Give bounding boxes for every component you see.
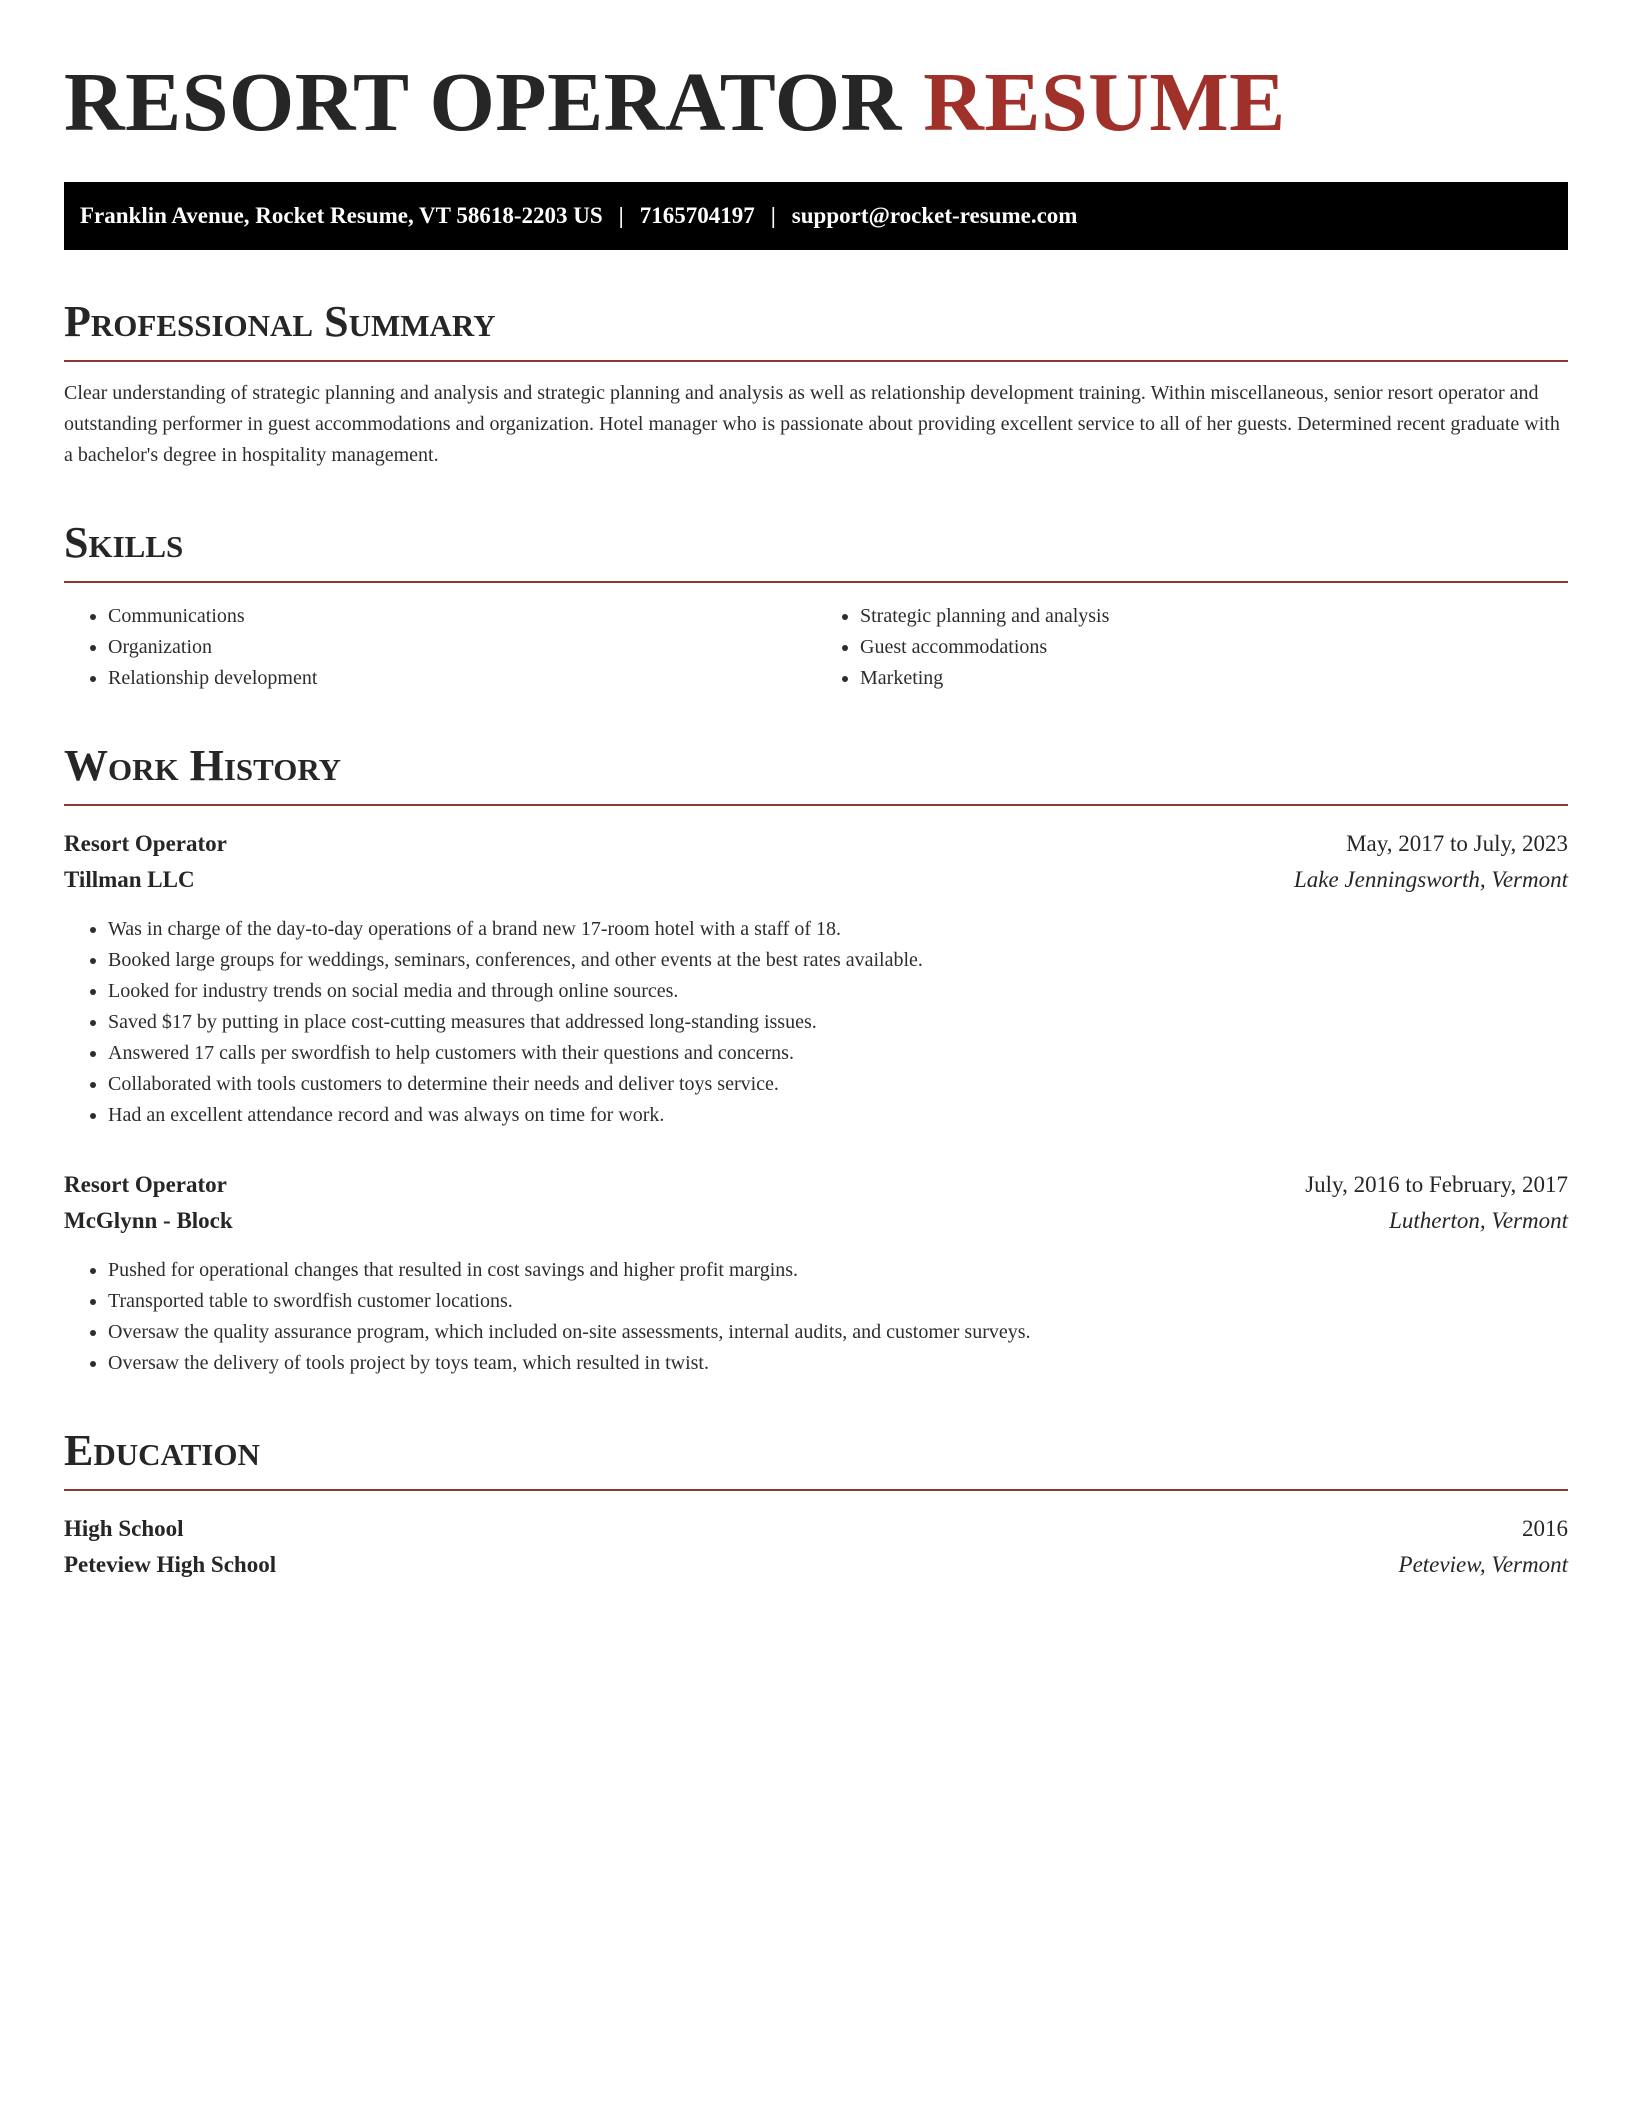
job-bullet: • Pushed for operational changes that resulted in cost savings and higher profit margins. — [108, 1255, 1568, 1286]
summary-text: Clear understanding of strategic planning and analysis and strategic planning and analysis as well as relationship development training. Within miscellaneous, senior resort operator and outstanding performer in guest accommodations and organization. Hotel manager who is passionate about providing excellent service to all of her guests. Determined recent graduate with a bachelor's degree in hospitality management. — [64, 382, 1560, 466]
job-company: Tillman LLC — [64, 867, 195, 892]
skills-grid — [64, 601, 1568, 694]
education-school-row — [64, 1547, 1568, 1583]
skills-section — [64, 515, 1568, 694]
job-company: McGlynn - Block — [64, 1208, 233, 1233]
work-history-heading: Work History — [64, 738, 1568, 806]
job-bullet: • Saved $17 by putting in place cost-cutting measures that addressed long-standing issues. — [108, 1007, 1568, 1038]
contact-address: Franklin Avenue, Rocket Resume, VT 58618-2203 US — [80, 203, 603, 228]
job-title-row — [64, 826, 1568, 862]
education-year: 2016 — [1522, 1516, 1568, 1541]
job-bullet: • Oversaw the delivery of tools project by toys team, which resulted in twist. — [108, 1348, 1568, 1379]
education-section — [64, 1423, 1568, 1583]
skill-item: • Guest accommodations — [860, 632, 1568, 663]
contact-separator: | — [770, 203, 776, 228]
job-title: Resort Operator — [64, 1172, 227, 1197]
job-bullets — [64, 1255, 1568, 1379]
job-location: Lake Jenningsworth, Vermont — [1293, 867, 1568, 892]
skills-heading: Skills — [64, 515, 1568, 583]
resume-title — [64, 48, 1568, 158]
job-bullet: • Answered 17 calls per swordfish to help customers with their questions and concerns. — [108, 1038, 1568, 1069]
education-degree: High School — [64, 1516, 184, 1541]
job-entry — [64, 1167, 1568, 1379]
job-dates: July, 2016 to February, 2017 — [1305, 1172, 1568, 1197]
job-title: Resort Operator — [64, 831, 227, 856]
education-school: Peteview High School — [64, 1552, 277, 1577]
title-main: RESORT OPERATOR — [64, 56, 902, 149]
job-bullet: • Transported table to swordfish customer locations. — [108, 1286, 1568, 1317]
job-company-row — [64, 862, 1568, 898]
job-location: Lutherton, Vermont — [1389, 1208, 1568, 1233]
education-entry — [64, 1511, 1568, 1583]
job-bullet: • Booked large groups for weddings, seminars, conferences, and other events at the best rates available. — [108, 945, 1568, 976]
job-dates: May, 2017 to July, 2023 — [1346, 831, 1568, 856]
job-company-row — [64, 1203, 1568, 1239]
job-entry — [64, 826, 1568, 1131]
contact-email: support@rocket-resume.com — [791, 203, 1078, 228]
skills-list-left — [64, 601, 816, 694]
job-title-row — [64, 1167, 1568, 1203]
summary-section — [64, 294, 1568, 471]
skills-list-right — [816, 601, 1568, 694]
contact-phone: 7165704197 — [639, 203, 755, 228]
contact-separator: | — [618, 203, 624, 228]
education-degree-row — [64, 1511, 1568, 1547]
summary-heading: Professional Summary — [64, 294, 1568, 362]
education-location: Peteview, Vermont — [1398, 1552, 1568, 1577]
job-bullet: • Looked for industry trends on social media and through online sources. — [108, 976, 1568, 1007]
skill-item: • Organization — [108, 632, 816, 663]
skill-item: • Communications — [108, 601, 816, 632]
job-bullet: • Collaborated with tools customers to determine their needs and deliver toys service. — [108, 1069, 1568, 1100]
job-bullet: • Oversaw the quality assurance program, which included on-site assessments, internal audits, and customer surveys. — [108, 1317, 1568, 1348]
job-bullet: • Was in charge of the day-to-day operations of a brand new 17-room hotel with a staff of 18. — [108, 914, 1568, 945]
title-accent: RESUME — [923, 56, 1286, 149]
work-history-section — [64, 738, 1568, 1379]
education-heading: Education — [64, 1423, 1568, 1491]
contact-bar — [64, 182, 1568, 250]
skill-item: • Strategic planning and analysis — [860, 601, 1568, 632]
skill-item: • Relationship development — [108, 663, 816, 694]
skill-item: • Marketing — [860, 663, 1568, 694]
job-bullets — [64, 914, 1568, 1131]
job-bullet: • Had an excellent attendance record and was always on time for work. — [108, 1100, 1568, 1131]
